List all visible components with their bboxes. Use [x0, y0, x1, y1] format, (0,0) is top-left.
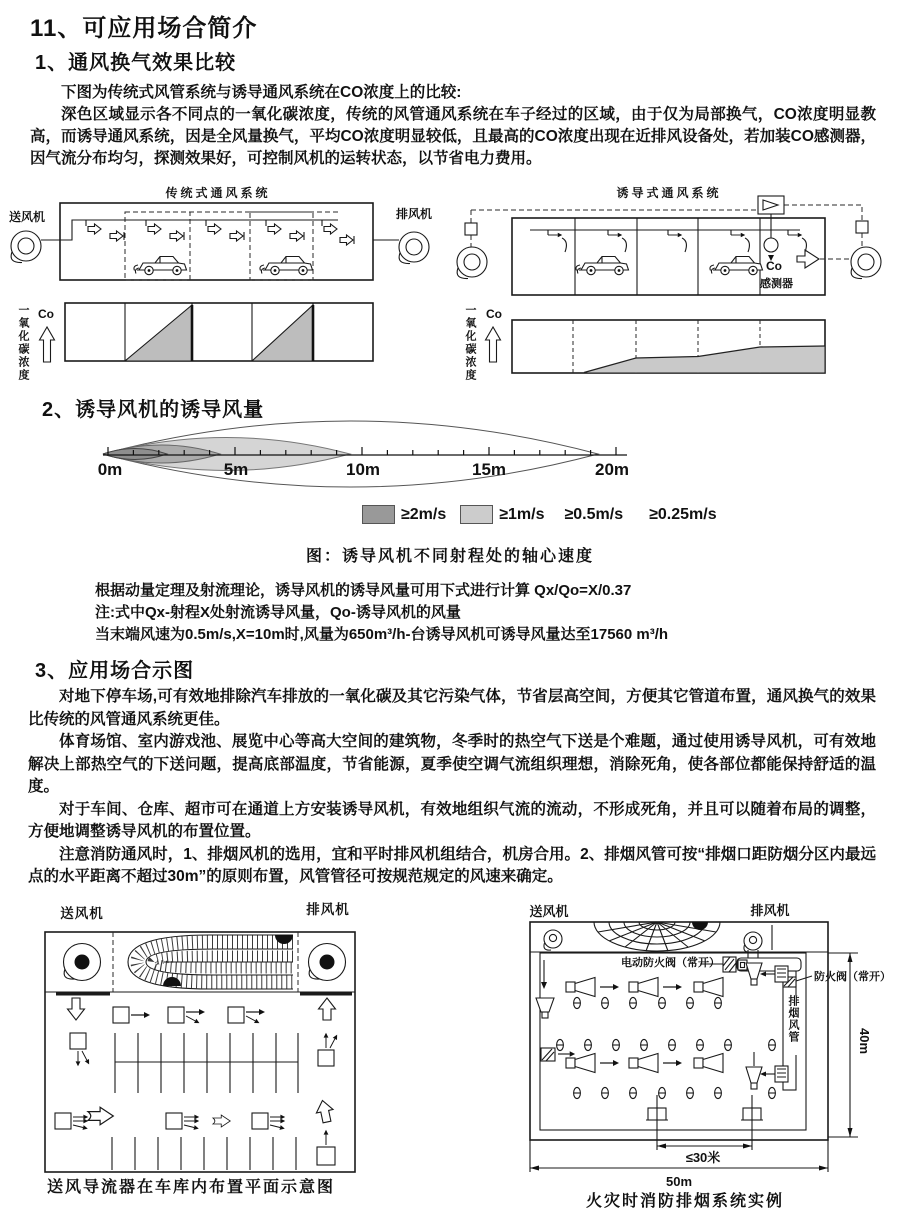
exhaust-fan-icon	[744, 932, 762, 952]
note-formula: 根据动量定理及射流理论，诱导风机的诱导风量可用下式进行计算 Qx/Qo=X/0.37	[95, 582, 632, 599]
supply-fan-label: 送风机	[8, 210, 46, 224]
garage-plan-diagram	[45, 901, 355, 1196]
section1-body: 深色区域显示各不同点的一氧化碳浓度，传统的风管通风系统在车子经过的区域，由于仅为局部换气，CO浓度明显教高，而诱导通风系统，因是全风量换气，平均CO浓度明显较低，且最高的CO浓度出现在近排风设备处，若加装CO感测器，因气流分布均匀，探测效果好，可控制风机的运转状态，以节省电力费用。	[30, 106, 876, 167]
legend-label: ≥2m/s	[401, 505, 447, 523]
supply-fan-icon	[64, 944, 101, 981]
section3-heading: 3、应用场合示图	[35, 660, 195, 682]
induced-title: 诱导式通风系统	[616, 186, 722, 200]
legend-label: ≥1m/s	[499, 505, 545, 523]
jet-fans	[566, 978, 723, 1073]
section3-paragraph: 对地下停车场,可有效地排除汽车排放的一氧化碳及其它污染气体，节省层高空间，方便其它管道布置，通风换气的效果比传统的风管通风系统更佳。	[28, 688, 876, 728]
exhaust-fan-icon	[399, 232, 429, 264]
damper-icon	[856, 221, 868, 233]
tick-10m: 10m	[345, 460, 381, 479]
flow-arrow-icon	[213, 1115, 230, 1127]
tick-15m: 15m	[471, 460, 507, 479]
traditional-co-axis-label: 一氧化碳浓度	[17, 304, 29, 382]
tick-5m: 5m	[223, 460, 249, 479]
spacing-dim-label: ≤30米	[685, 1150, 721, 1165]
supply-fan-icon	[11, 231, 41, 263]
damper-icon	[465, 223, 477, 235]
page-title: 11、可应用场合简介	[30, 15, 258, 42]
section3-paragraph: 体育场馆、室内游戏池、展览中心等高大空间的建筑物，冬季时的热空气下送是个难题，通过使用诱导风机，可有效地解决上部热空气的下送问题，提高底部温度，节省能源，夏季使空调气流组织理想，消除死角，使各部位都能保持舒适的温度。	[28, 733, 876, 795]
air-deflectors-middle	[55, 1099, 335, 1131]
car-icon	[134, 257, 187, 275]
exhaust-fan-label: 排风机	[395, 207, 433, 221]
velocity-legend	[362, 505, 717, 524]
supply-fan-label: 送风机	[60, 906, 104, 921]
detector-rows	[557, 997, 776, 1098]
garage-caption: 送风导流器在车库内布置平面示意图	[46, 1179, 336, 1196]
note-definition: 注:式中Qx-射程X处射流诱导风量，Qo-诱导风机的风量	[95, 604, 461, 621]
up-flow-arrow-icon	[314, 1099, 335, 1124]
exhaust-fan-icon	[309, 944, 346, 981]
supply-fan-icon	[457, 247, 487, 279]
co-peak-triangle	[252, 305, 313, 361]
parking-stalls	[115, 1033, 298, 1093]
co-sensor-label1: Co	[766, 259, 782, 273]
section2-notes	[95, 580, 885, 646]
left-supply-outlet	[536, 960, 554, 1018]
traditional-title: 传统式通风系统	[165, 186, 271, 200]
floor-units	[646, 1108, 763, 1120]
co-label: Co	[38, 307, 54, 321]
application-plan-diagrams	[0, 893, 900, 1231]
section1-heading: 1、通风换气效果比较	[35, 52, 237, 74]
co-profile-area	[584, 346, 825, 373]
down-arrow-icon	[68, 998, 85, 1020]
damper-label: 防火阀（常开）	[814, 971, 891, 983]
traditional-tunnel-box	[60, 203, 373, 280]
legend-item	[460, 505, 544, 524]
co-sensor-label2: 感测器	[760, 278, 793, 290]
section3-paragraph: 对于车间、仓库、超市可在通道上方安装诱导风机，有效地组织气流的流动，不形成死角，并且可以随着布局的调整，方便地调整诱导风机的布置位置。	[28, 800, 876, 840]
co-label: Co	[486, 307, 502, 321]
section1-text	[30, 82, 876, 170]
width-dimension	[530, 1140, 828, 1189]
legend-item	[362, 505, 446, 524]
legend-item	[649, 506, 717, 524]
co-sensor	[760, 238, 793, 290]
traditional-system-diagram	[9, 185, 432, 362]
section3-paragraph: 注意消防通风时，1、排烟风机的选用，宜和平时排风机组结合，机房合用。2、排烟风管可按“排烟口距防烟分区内最远点的水平距离不超过30m”的原则布置，风管管径可按规范规定的风速来确定。	[28, 845, 876, 885]
supply-fan-icon	[544, 930, 562, 950]
exhaust-fan-label: 排风机	[306, 902, 350, 917]
legend-swatch-2ms	[362, 505, 395, 524]
fire-caption: 火灾时消防排烟系统实例	[585, 1193, 785, 1210]
induced-system-diagram	[457, 185, 881, 373]
garage-ramp	[128, 935, 293, 989]
jet-velocity-diagram	[78, 413, 658, 491]
width-dim-label: 50m	[665, 1174, 693, 1189]
legend-label: ≥0.25m/s	[649, 505, 717, 523]
induced-co-axis-label: 一氧化碳浓度	[464, 304, 476, 382]
exhaust-fan-icon	[851, 247, 881, 279]
figure-caption: 图：诱导风机不同射程处的轴心速度	[305, 548, 594, 565]
duct-outlet-arrows	[86, 220, 354, 245]
ventilation-comparison-diagram	[0, 183, 900, 390]
legend-item	[565, 506, 624, 524]
motor-damper-label: 电动防火阀（常开）	[621, 957, 720, 969]
car-icon	[576, 257, 629, 275]
car-icon	[260, 257, 313, 275]
flow-arrow-icon	[88, 1107, 113, 1125]
co-peak-triangle	[125, 305, 192, 361]
smoke-duct-label: 排烟风管	[786, 995, 800, 1055]
section1-intro: 下图为传统式风管系统与诱导通风系统在CO浓度上的比较:	[61, 84, 462, 101]
tick-0m: 0m	[97, 460, 123, 479]
section3-text	[28, 686, 876, 889]
traditional-co-chart	[38, 303, 373, 362]
note-example: 当末端风速为0.5m/s,X=10m时,风量为650m³/h-台诱导风机可诱导风量达至17560 m³/h	[95, 626, 669, 643]
supply-fan-label: 送风机	[529, 904, 569, 919]
parking-stalls-bottom	[112, 1137, 296, 1170]
smoke-inlets	[746, 963, 788, 1089]
spiral-ramp	[594, 922, 720, 951]
section2-heading: 2、诱导风机的诱导风量	[42, 399, 265, 421]
up-arrow-icon	[319, 998, 336, 1020]
tick-20m: 20m	[594, 460, 630, 479]
corner-deflector	[317, 1130, 335, 1165]
up-arrow-icon	[40, 327, 55, 362]
fire-smoke-plan-diagram	[529, 903, 891, 1210]
exhaust-outlet-arrow	[797, 250, 819, 268]
air-deflectors	[70, 1007, 339, 1066]
induced-co-chart	[486, 307, 826, 373]
car-icon	[710, 257, 763, 275]
height-dim-label: 40m	[857, 1028, 872, 1055]
legend-label: ≥0.5m/s	[564, 505, 624, 523]
up-arrow-icon	[486, 327, 501, 362]
legend-swatch-1ms	[460, 505, 493, 524]
exhaust-fan-label: 排风机	[750, 903, 790, 918]
